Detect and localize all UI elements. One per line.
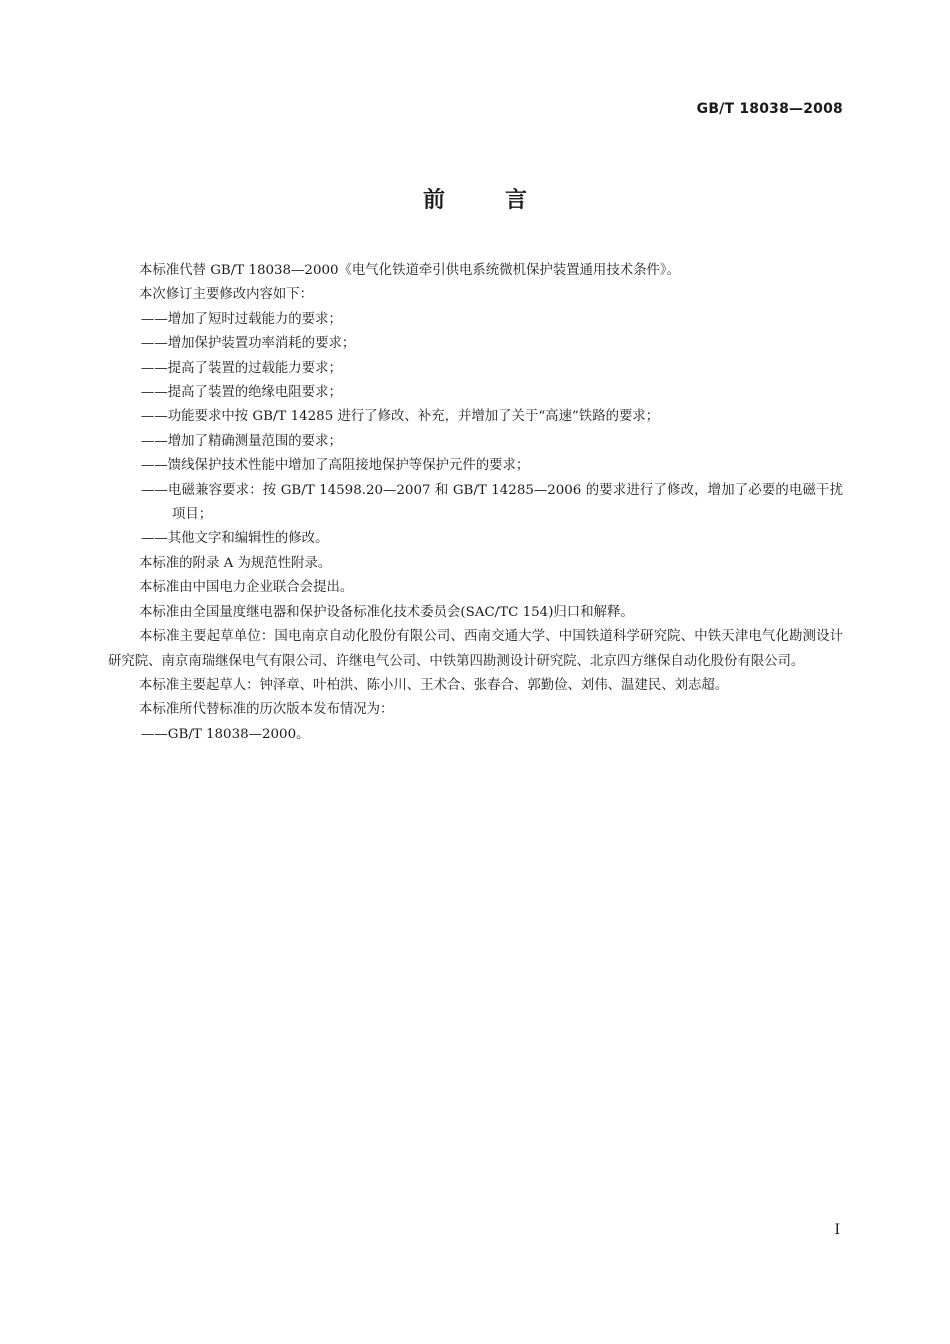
page-number: I (834, 1222, 840, 1238)
standard-code: GB/T 18038—2008 (696, 101, 843, 117)
document-body (108, 259, 843, 747)
committee-paragraph: 本标准由全国量度继电器和保护设备标准化技术委员会(SAC/TC 154)归口和解释。 (139, 604, 634, 620)
revision-intro: 本次修订主要修改内容如下： (139, 287, 314, 303)
list-item: ——功能要求中按 GB/T 14285 进行了修改、补充，并增加了关于“高速”铁路的要求； (141, 409, 660, 425)
list-item: ——增加保护装置功率消耗的要求； (141, 336, 356, 352)
list-item: ——提高了装置的绝缘电阻要求； (141, 385, 342, 401)
drafters-paragraph: 本标准主要起草人：钟泽章、叶柏洪、陈小川、王术合、张春合、郭勤俭、刘伟、温建民、刘志超。 (139, 677, 729, 693)
page-title: 前言 (422, 188, 587, 213)
drafting-units-paragraph: 本标准主要起草单位：国电南京自动化股份有限公司、西南交通大学、中国铁道科学研究院、中铁天津电气化勘测设计研究院、南京南瑞继保电气有限公司、许继电气公司、中铁第四勘测设计研究院、北京四方继保自动化股份有限公司。 (108, 629, 843, 669)
appendix-paragraph: 本标准的附录 A 为规范性附录。 (139, 555, 332, 571)
list-item: ——增加了精确测量范围的要求； (141, 433, 342, 449)
list-item: ——提高了装置的过载能力要求； (141, 360, 342, 376)
history-intro: 本标准所代替标准的历次版本发布情况为： (139, 702, 394, 718)
intro-paragraph: 本标准代替 GB/T 18038—2000《电气化铁道牵引供电系统微机保护装置通用技术条件》。 (139, 263, 680, 278)
list-item: ——增加了短时过载能力的要求； (141, 311, 342, 327)
list-item: ——电磁兼容要求：按 GB/T 14598.20—2007 和 GB/T 14285—2006 的要求进行了修改，增加了必要的电磁干扰项目； (141, 482, 843, 523)
list-item: ——馈线保护技术性能中增加了高阻接地保护等保护元件的要求； (141, 458, 530, 474)
proposer-paragraph: 本标准由中国电力企业联合会提出。 (139, 580, 354, 596)
history-item: ——GB/T 18038—2000。 (141, 726, 310, 742)
list-item: ——其他文字和编辑性的修改。 (141, 531, 329, 547)
